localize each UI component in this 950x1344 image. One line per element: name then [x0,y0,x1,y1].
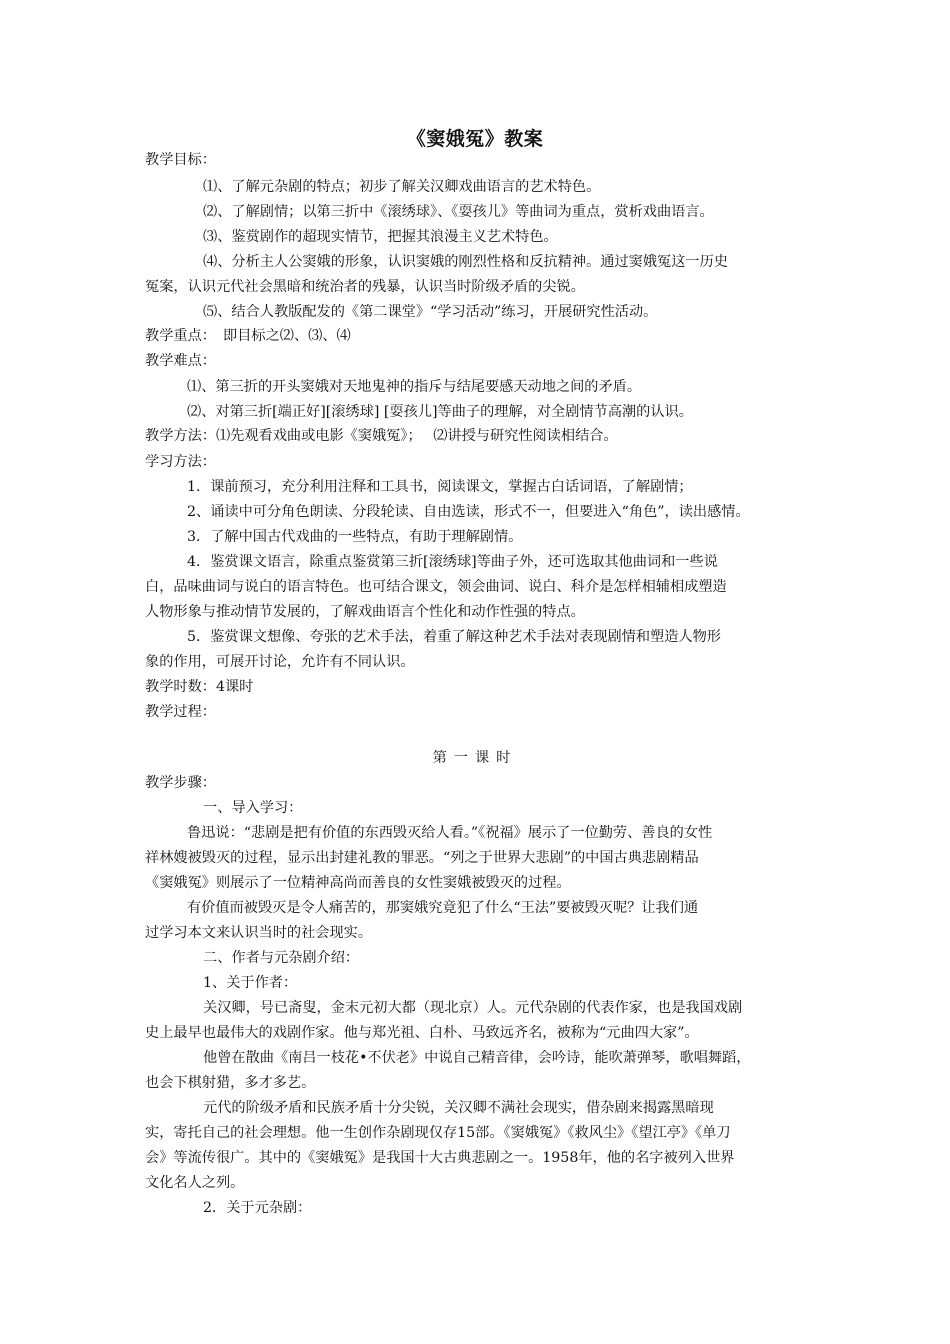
heading-process: 教学过程： [145,704,216,720]
heading-learning-methods: 学习方法： [145,454,216,470]
author-para-3-cont1: 实，寄托自己的社会理想。他一生创作杂剧现仅存15部。《窦娥冤》《救风尘》《望江亭》《单刀 [145,1125,731,1141]
heading-methods: 教学方法：⑴先观看戏曲或电影《窦娥冤》； ⑵讲授与研究性阅读相结合。 [145,428,618,444]
author-para-1: 关汉卿，号已斋叟，金末元初大都（现北京）人。元代杂剧的代表作家，也是我国戏剧 [203,1000,743,1016]
author-para-2: 他曾在散曲《南吕一枝花•不伏老》中说自己精音律，会吟诗，能吹萧弹琴，歌唱舞蹈， [203,1050,751,1066]
step-2-heading: 二、作者与元杂剧介绍： [203,950,360,966]
learning-method-4-cont2: 人物形象与推动情节发展的，了解戏曲语言个性化和动作性强的特点。 [145,604,585,620]
document-title: 《窦娥冤》教案 [406,128,544,150]
class-hours: 教学时数：4课时 [145,679,254,695]
author-para-3: 元代的阶级矛盾和民族矛盾十分尖锐，关汉卿不满社会现实，借杂剧来揭露黑暗现 [203,1100,714,1116]
learning-method-4: 4．鉴赏课文语言，除重点鉴赏第三折[滚绣球]等曲子外，还可选取其他曲词和一些说 [187,554,718,570]
objective-5: ⑸、结合人教版配发的《第二课堂》“学习活动”练习，开展研究性活动。 [203,304,658,320]
intro-para-1: 鲁迅说：“悲剧是把有价值的东西毁灭给人看。”《祝福》展示了一位勤劳、善良的女性 [187,825,713,841]
objective-2: ⑵、了解剧情；以第三折中《滚绣球》、《耍孩儿》等曲词为重点，赏析戏曲语言。 [203,204,714,220]
objective-4: ⑷、分析主人公窦娥的形象，认识窦娥的刚烈性格和反抗精神。通过窦娥冤这一历史 [203,254,728,270]
heading-steps: 教学步骤： [145,775,216,791]
intro-para-2: 有价值而被毁灭是令人痛苦的，那窦娥究竟犯了什么“王法”要被毁灭呢？让我们通 [187,900,699,916]
step-1-heading: 一、导入学习： [203,800,303,816]
author-para-3-cont3: 文化名人之列。 [145,1175,245,1191]
heading-difficulties: 教学难点： [145,353,216,369]
learning-method-2: 2、诵读中可分角色朗读、分段轮读、自由选读，形式不一，但要进入“角色”，读出感情。 [187,504,750,520]
intro-para-1-cont2: 《窦娥冤》则展示了一位精神高尚而善良的女性窦娥被毁灭的过程。 [145,875,571,891]
learning-method-1: 1．课前预习，充分利用注释和工具书，阅读课文，掌握古白话词语，了解剧情； [187,479,693,495]
objective-1: ⑴、了解元杂剧的特点；初步了解关汉卿戏曲语言的艺术特色。 [203,179,601,195]
difficulty-2: ⑵、对第三折[端正好][滚绣球] [耍孩儿]等曲子的理解，对全剧情节高潮的认识。 [187,404,693,420]
intro-para-1-cont1: 祥林嫂被毁灭的过程，显示出封建礼教的罪恶。“列之于世界大悲剧”的中国古典悲剧精品 [145,850,699,866]
objective-4-cont: 冤案，认识元代社会黑暗和统治者的残暴，认识当时阶级矛盾的尖锐。 [145,279,585,295]
about-zaju-heading: 2．关于元杂剧： [203,1200,312,1216]
learning-method-4-cont1: 白，品味曲词与说白的语言特色。也可结合课文，领会曲词、说白、科介是怎样相辅相成塑造 [145,579,727,595]
learning-method-5-cont: 象的作用，可展开讨论，允许有不同认识。 [145,654,415,670]
learning-method-3: 3．了解中国古代戏曲的一些特点，有助于理解剧情。 [187,529,523,545]
lesson-heading: 第一课时 [432,750,518,766]
author-para-1-cont: 史上最早也最伟大的戏剧作家。他与郑光祖、白朴、马致远齐名，被称为“元曲四大家”。 [145,1025,699,1041]
intro-para-2-cont: 过学习本文来认识当时的社会现实。 [145,925,373,941]
objective-3: ⑶、鉴赏剧作的超现实情节，把握其浪漫主义艺术特色。 [203,229,558,245]
learning-method-5: 5．鉴赏课文想像、夸张的艺术手法，着重了解这种艺术手法对表现剧情和塑造人物形 [187,629,721,645]
author-para-2-cont: 也会下棋射猎，多才多艺。 [145,1075,316,1091]
author-para-3-cont2: 会》等流传很广。其中的《窦娥冤》是我国十大古典悲剧之一。1958年，他的名字被列入世界 [145,1150,735,1166]
heading-objectives: 教学目标： [145,152,216,168]
about-author-heading: 1、关于作者： [203,975,298,991]
difficulty-1: ⑴、第三折的开头窦娥对天地鬼神的指斥与结尾要感天动地之间的矛盾。 [187,379,642,395]
heading-key-points: 教学重点： 即目标之⑵、⑶、⑷ [145,328,351,344]
